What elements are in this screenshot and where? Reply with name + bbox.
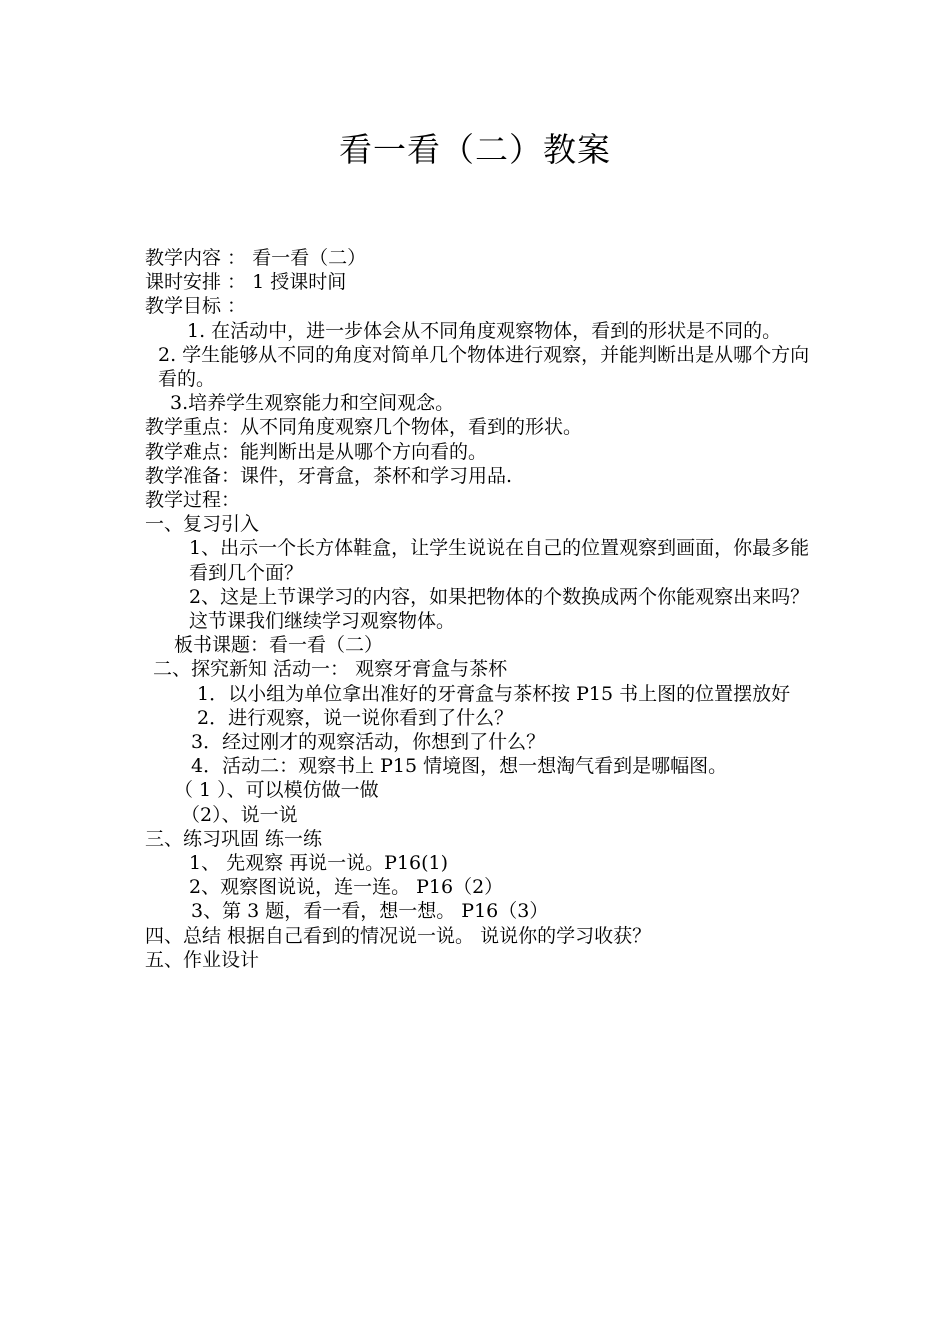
practice-item-3: 3、第 3 题，看一看，想一想。 P16（3） <box>191 900 549 923</box>
difficulty-line: 教学难点：能判断出是从哪个方向看的。 <box>145 440 488 463</box>
review-item-1: 1、出示一个长方体鞋盒，让学生说说在自己的位置观察到画面，你最多能看到几个面？ <box>189 537 810 584</box>
practice-item-1: 1、 先观察 再说一说。P16(1) <box>189 852 449 875</box>
document-body <box>145 246 810 972</box>
explore-item-4: 4．活动二：观察书上 P15 情境图，想一想淘气看到是哪幅图。 <box>191 755 728 778</box>
document-title: 看一看（二）教案 <box>339 130 611 169</box>
objective-2: 2. 学生能够从不同的角度对简单几个物体进行观察，并能判断出是从哪个方向看的。 <box>158 343 810 391</box>
objective-3: 3.培养学生观察能力和空间观念。 <box>170 392 455 415</box>
practice-item-2: 2、观察图说说，连一连。 P16（2） <box>189 876 504 899</box>
section-3-heading: 三、练习巩固 练一练 <box>145 827 323 850</box>
section-5-homework: 五、作业设计 <box>145 948 260 971</box>
board-title-line: 板书课题：看一看（二） <box>174 634 384 657</box>
schedule-line: 课时安排 ： 1 授课时间 <box>145 271 347 294</box>
explore-subitem-1: （ 1 ）、可以模仿做一做 <box>174 779 379 802</box>
objectives-heading: 教学目标 ： <box>145 295 247 318</box>
explore-item-1: 1．以小组为单位拿出准好的牙膏盒与茶杯按 P15 书上图的位置摆放好 <box>197 682 791 705</box>
key-point-line: 教学重点：从不同角度观察几个物体，看到的形状。 <box>145 416 583 439</box>
section-2-heading: 二、探究新知 活动一： 观察牙膏盒与茶杯 <box>153 658 508 681</box>
section-1-heading: 一、复习引入 <box>145 513 260 536</box>
teaching-content-line: 教学内容 ： 看一看（二） <box>145 247 367 269</box>
objective-1: 1. 在活动中，进一步体会从不同角度观察物体，看到的形状是不同的。 <box>187 319 782 342</box>
review-item-2: 2、这是上节课学习的内容，如果把物体的个数换成两个你能观察出来吗？这节课我们继续学习观察物体。 <box>189 585 810 633</box>
section-4-summary: 四、总结 根据自己看到的情况说一说。 说说你的学习收获？ <box>145 924 652 947</box>
process-heading: 教学过程： <box>145 489 241 512</box>
explore-item-2: 2．进行观察，说一说你看到了什么？ <box>197 706 514 729</box>
preparation-line: 教学准备：课件，牙膏盒，茶杯和学习用品. <box>145 464 513 487</box>
explore-subitem-2: （2）、说一说 <box>181 803 298 826</box>
explore-item-3: 3．经过刚才的观察活动，你想到了什么？ <box>191 731 546 754</box>
